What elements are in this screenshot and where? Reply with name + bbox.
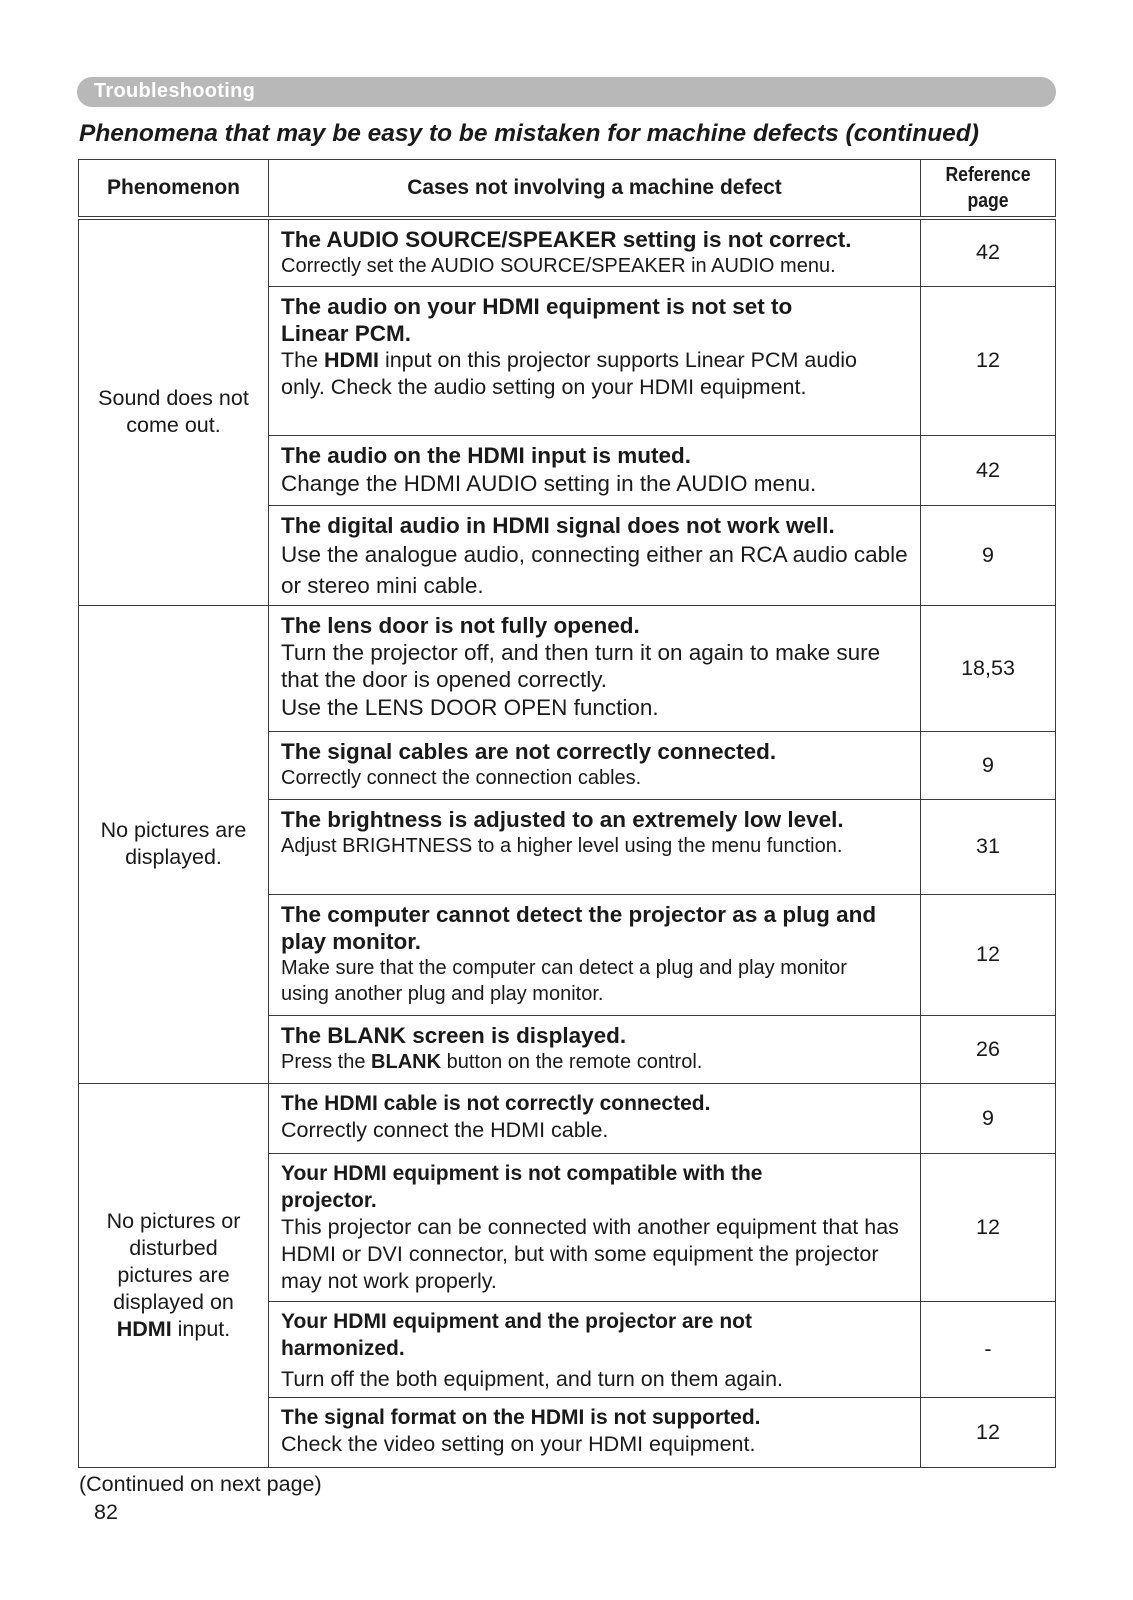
case-description: Change the HDMI AUDIO setting in the AUDIO menu.: [281, 470, 817, 496]
phenomenon-text: Sound does not come out.: [98, 386, 249, 438]
phenomenon-cell: [79, 218, 269, 605]
reference-page-cell: 12: [921, 1153, 1056, 1301]
phenomenon-text: No pictures are displayed.: [100, 818, 247, 869]
section-label: Troubleshooting: [94, 80, 256, 102]
case-description-extra: Use the LENS DOOR OPEN function.: [281, 694, 659, 720]
reference-page-cell: 42: [921, 435, 1056, 505]
phenomenon-bold-text: HDMI: [116, 1316, 172, 1341]
reference-page-cell: 12: [921, 286, 1056, 435]
case-title: The signal cables are not correctly connected.: [281, 738, 777, 764]
case-cell: [269, 1083, 921, 1153]
case-cell: [269, 505, 921, 605]
desc-bold-text: BLANK: [371, 1050, 442, 1073]
case-cell: [269, 1301, 921, 1397]
phenomenon-text-part: No pictures or disturbed pictures are displayed on: [106, 1208, 241, 1314]
reference-page-cell: 9: [921, 1083, 1056, 1153]
troubleshooting-table: [78, 159, 1056, 1468]
phenomenon-text-part: input.: [171, 1316, 231, 1341]
page-number: 82: [94, 1500, 118, 1524]
header-reference-line1: Reference: [945, 164, 1031, 186]
case-title: Your HDMI equipment is not compatible with the projector.: [281, 1161, 763, 1212]
case-title: The BLANK screen is displayed.: [281, 1022, 627, 1048]
case-cell: [269, 894, 921, 1015]
table-header-row: [79, 160, 1056, 219]
reference-page-cell: 9: [921, 505, 1056, 605]
reference-page-cell: 18,53: [921, 605, 1056, 731]
desc-text: Press the: [281, 1050, 372, 1073]
case-cell: [269, 1153, 921, 1301]
case-description: [281, 347, 891, 401]
case-title: The lens door is not fully opened.: [281, 612, 640, 638]
reference-page-cell: 26: [921, 1015, 1056, 1083]
desc-text: The: [281, 347, 325, 372]
section-header-bar: [77, 77, 1056, 107]
reference-page-cell: 12: [921, 1397, 1056, 1467]
table-row: [79, 605, 1056, 731]
case-title: The signal format on the HDMI is not supported.: [281, 1405, 761, 1429]
case-description: Adjust BRIGHTNESS to a higher level using the menu function.: [281, 834, 843, 857]
desc-text: button on the remote control.: [441, 1050, 703, 1073]
case-title: Your HDMI equipment and the projector are not harmonized.: [281, 1309, 752, 1360]
phenomenon-cell: [79, 1083, 269, 1467]
reference-page-cell: -: [921, 1301, 1056, 1397]
table-row: [79, 218, 1056, 286]
case-description: Correctly connect the connection cables.: [281, 766, 642, 789]
continued-note: (Continued on next page): [79, 1472, 322, 1496]
case-description: Check the video setting on your HDMI equipment.: [281, 1431, 756, 1456]
case-cell: [269, 218, 921, 286]
case-title: The audio on your HDMI equipment is not set to Linear PCM.: [281, 293, 793, 346]
case-title: The computer cannot detect the projector as a plug and play monitor.: [281, 901, 877, 954]
case-title: The digital audio in HDMI signal does not work well.: [281, 512, 835, 538]
header-reference-page: [921, 160, 1056, 219]
desc-text: input on this projector supports Linear PCM audio only. Check the audio setting on your HDMI equipment.: [281, 347, 858, 399]
reference-page-cell: 12: [921, 894, 1056, 1015]
case-cell: [269, 799, 921, 894]
case-description: Correctly set the AUDIO SOURCE/SPEAKER in AUDIO menu.: [281, 255, 836, 277]
case-cell: [269, 731, 921, 799]
case-cell: [269, 1015, 921, 1083]
header-cases: Cases not involving a machine defect: [269, 160, 921, 219]
case-title: The audio on the HDMI input is muted.: [281, 442, 691, 468]
case-cell: [269, 286, 921, 435]
case-description: Use the analogue audio, connecting either an RCA audio cable or stereo mini cable.: [281, 541, 908, 598]
header-reference-line2: page: [967, 190, 1009, 212]
case-description: [281, 1049, 910, 1075]
case-title: The AUDIO SOURCE/SPEAKER setting is not correct.: [281, 227, 852, 252]
reference-page-cell: 9: [921, 731, 1056, 799]
case-description: Correctly connect the HDMI cable.: [281, 1117, 609, 1142]
header-phenomenon: Phenomenon: [79, 160, 269, 219]
case-description: Make sure that the computer can detect a plug and play monitor using another plug and play monitor.: [281, 956, 847, 1005]
table-row: [79, 1083, 1056, 1153]
case-cell: [269, 605, 921, 731]
reference-page-cell: 31: [921, 799, 1056, 894]
case-title: The brightness is adjusted to an extremely low level.: [281, 806, 844, 832]
page-title: Phenomena that may be easy to be mistaken for machine defects (continued): [79, 120, 979, 147]
case-cell: [269, 1397, 921, 1467]
case-description: This projector can be connected with another equipment that has HDMI or DVI connector, but with some equipment the projector may not work properly.: [281, 1214, 899, 1293]
phenomenon-cell: [79, 605, 269, 1083]
case-description: Turn the projector off, and then turn it on again to make sure that the door is opened correctly.: [281, 639, 881, 692]
desc-bold-text: HDMI: [324, 347, 379, 372]
phenomenon-text: [99, 1208, 249, 1343]
case-description: Turn off the both equipment, and turn on them again.: [281, 1366, 784, 1391]
reference-page-cell: 42: [921, 218, 1056, 286]
case-cell: [269, 435, 921, 505]
case-title: The HDMI cable is not correctly connected.: [281, 1091, 711, 1115]
